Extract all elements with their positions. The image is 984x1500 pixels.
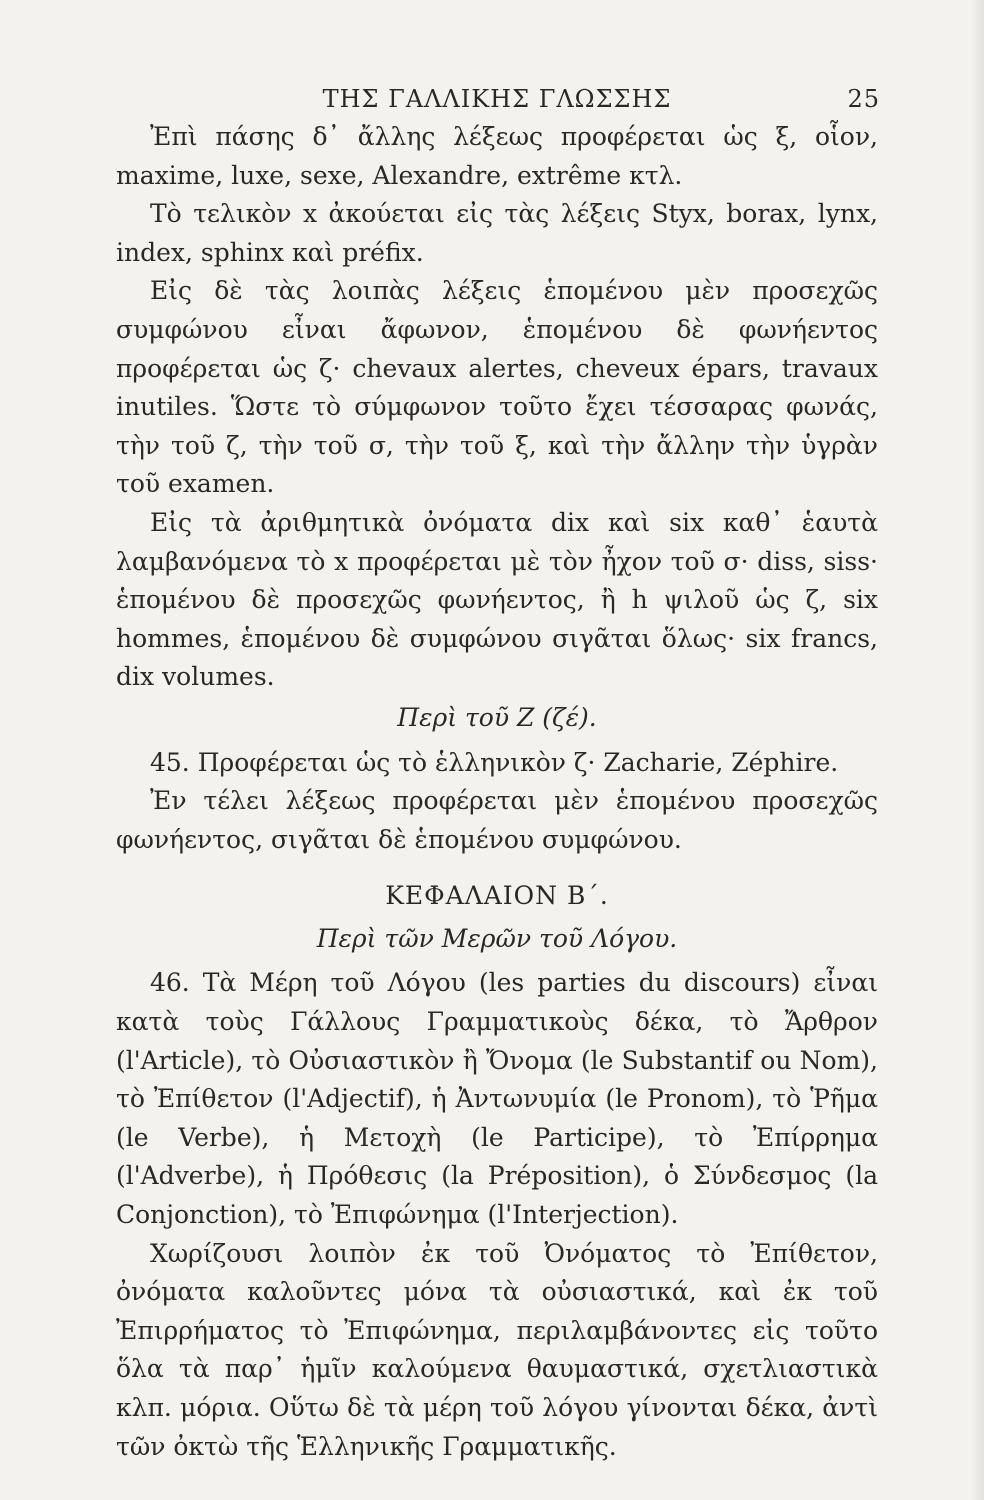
paragraph: Τὸ τελικὸν x ἀκούεται εἰς τὰς λέξεις Styx, borax, lynx, index, sphinx καὶ préfix. <box>116 199 878 267</box>
paragraph: Εἰς δὲ τὰς λοιπὰς λέξεις ἑπομένου μὲν προσεχῶς συμφώνου εἶναι ἄφωνον, ἑπομένου δὲ φωνήεντος προφέρεται ὡς ζ· chevaux alertes, cheveux épars, travaux inutiles. Ὥστε τὸ σύμφωνον τοῦτο ἔχει τέσσαρας φωνάς, τὴν τοῦ ζ, τὴν τοῦ σ, τὴν τοῦ ξ, καὶ τὴν ἄλλην τὴν ὑγρὰν τοῦ examen. <box>116 276 878 499</box>
running-head <box>116 80 878 118</box>
page-number: 25 <box>847 85 880 113</box>
paragraph-46: 46. Τὰ Μέρη τοῦ Λόγου (les parties du discours) εἶναι κατὰ τοὺς Γάλλους Γραμματικοὺς δέκα, τὸ Ἄρθρον (l'Article), τὸ Οὐσιαστικὸν ἢ Ὄνομα (le Substantif ou Nom), τὸ Ἐπίθετον (l'Adjectif), ἡ Ἀντωνυμία (le Pronom), τὸ Ῥῆμα (le Verbe), ἡ Μετοχὴ (le Participe), τὸ Ἐπίρρημα (l'Adverbe), ἡ Πρόθεσις (la Préposition), ὁ Σύνδεσμος (la Conjonction), τὸ Ἐπιφώνημα (l'Interjection). <box>116 968 878 1230</box>
running-title: ΤΗΣ ΓΑΛΛΙΚΗΣ ΓΛΩΣΣΗΣ <box>322 85 672 113</box>
section-heading-z: Περὶ τοῦ Ζ (ζέ). <box>397 702 597 732</box>
chapter-title: ΚΕΦΑΛΑΙΟΝ Β΄. <box>385 881 609 911</box>
paragraph: Χωρίζουσι λοιπὸν ἐκ τοῦ Ὀνόματος τὸ Ἐπίθετον, ὀνόματα καλοῦντες μόνα τὰ οὐσιαστικά, καὶ ἐκ τοῦ Ἐπιρρήματος τὸ Ἐπιφώνημα, περιλαμβάνοντες εἰς τοῦτο ὅλα τὰ παρ᾽ ἡμῖν καλούμενα θαυμαστικά, σχετλιαστικὰ κλπ. μόρια. Οὕτω δὲ τὰ μέρη τοῦ λόγου γίνονται δέκα, ἀντὶ τῶν ὀκτὼ τῆς Ἑλληνικῆς Γραμματικῆς. <box>116 1238 878 1461</box>
paragraph: Ἐν τέλει λέξεως προφέρεται μὲν ἑπομένου προσεχῶς φωνήεντος, σιγᾶται δὲ ἑπομένου συμφώνου. <box>116 786 878 854</box>
chapter-subtitle: Περὶ τῶν Μερῶν τοῦ Λόγου. <box>316 923 678 953</box>
paragraph: Ἐπὶ πάσης δ᾽ ἄλλης λέξεως προφέρεται ὡς ξ, οἷον, maxime, luxe, sexe, Alexandre, extrême κτλ. <box>116 122 878 190</box>
paragraph-45: 45. Προφέρεται ὡς τὸ ἑλληνικὸν ζ· Zacharie, Zéphire. <box>150 747 839 777</box>
paragraph: Εἰς τὰ ἀριθμητικὰ ὀνόματα dix καὶ six καθ᾽ ἑαυτὰ λαμβανόμενα τὸ x προφέρεται μὲ τὸν ἦχον τοῦ σ· diss, siss· ἑπομένου δὲ προσεχῶς φωνήεντος, ἢ h ψιλοῦ ὡς ζ, six hommes, ἑπομένου δὲ συμφώνου σιγᾶται ὅλως· six francs, dix volumes. <box>116 507 878 692</box>
